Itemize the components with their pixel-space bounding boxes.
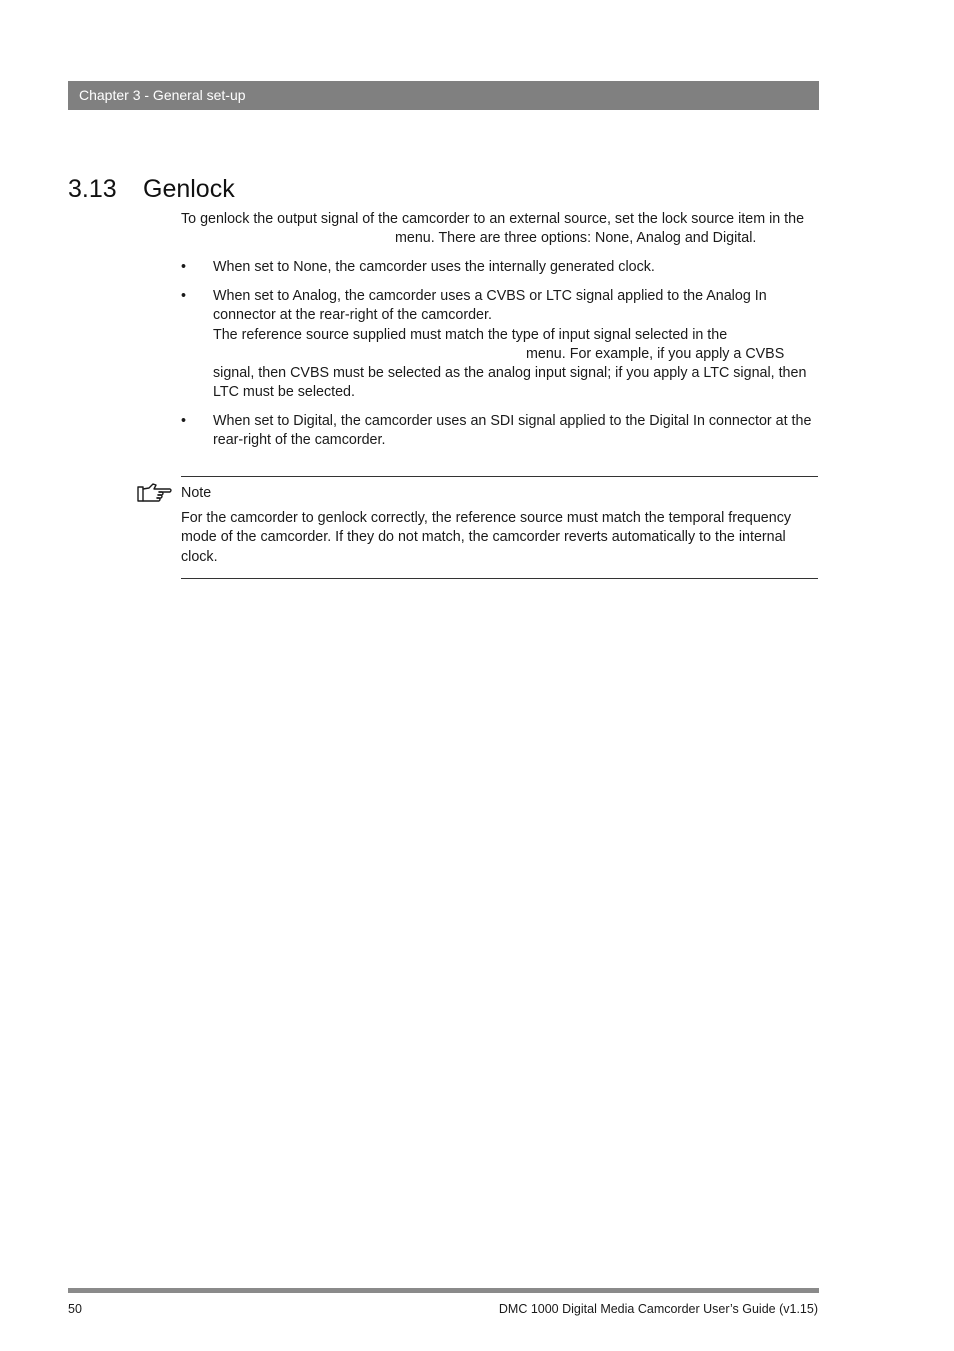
- note-text: For the camcorder to genlock correctly, the reference source must match the temporal frequency mode of the camcorder. If they do not match, the camcorder reverts automatically to the internal clock.: [181, 510, 792, 565]
- section-number: 3.13: [68, 175, 117, 203]
- bullet-marker: •: [181, 288, 187, 304]
- section-title: Genlock: [143, 175, 235, 203]
- chapter-header: [68, 81, 819, 110]
- bullet-text-line3: menu. For example, if you apply a CVBS signal, then CVBS must be selected as the analog input signal; if you apply a LTC signal, then LTC must be selected.: [213, 345, 807, 401]
- bullet-item-analog: [181, 287, 821, 403]
- bullet-item-digital: [181, 412, 821, 451]
- bullet-text: [213, 287, 821, 403]
- bullet-marker: •: [181, 259, 187, 275]
- intro-paragraph: [181, 210, 821, 249]
- bullet-text-line1: When set to Analog, the camcorder uses a CVBS or LTC signal applied to the Analog In connector at the rear-right of the camcorder.: [213, 288, 767, 324]
- bullet-marker: •: [181, 413, 187, 429]
- footer-bar: [68, 1288, 819, 1293]
- bullet-text-line2: The reference source supplied must match the type of input signal selected in the: [213, 326, 728, 343]
- page-number: 50: [68, 1302, 82, 1316]
- intro-text-part1: To genlock the output signal of the camcorder to an external source, set the lock source item in the: [181, 211, 805, 227]
- bullet-text: When set to Digital, the camcorder uses an SDI signal applied to the Digital In connector at the rear-right of the camcorder.: [213, 413, 812, 449]
- intro-text-part2: menu. There are three options: None, Analog and Digital.: [395, 230, 757, 247]
- footer-title: DMC 1000 Digital Media Camcorder User’s Guide (v1.15): [498, 1302, 818, 1316]
- pointing-hand-icon: [137, 482, 173, 504]
- note-bottom-divider: [181, 578, 818, 579]
- chapter-title: Chapter 3 - General set-up: [79, 87, 246, 103]
- note-label: Note: [181, 485, 212, 501]
- note-top-divider: [181, 476, 818, 477]
- section-heading: [68, 172, 235, 206]
- bullet-text: When set to None, the camcorder uses the internally generated clock.: [213, 259, 655, 275]
- bullet-item-none: [181, 258, 821, 277]
